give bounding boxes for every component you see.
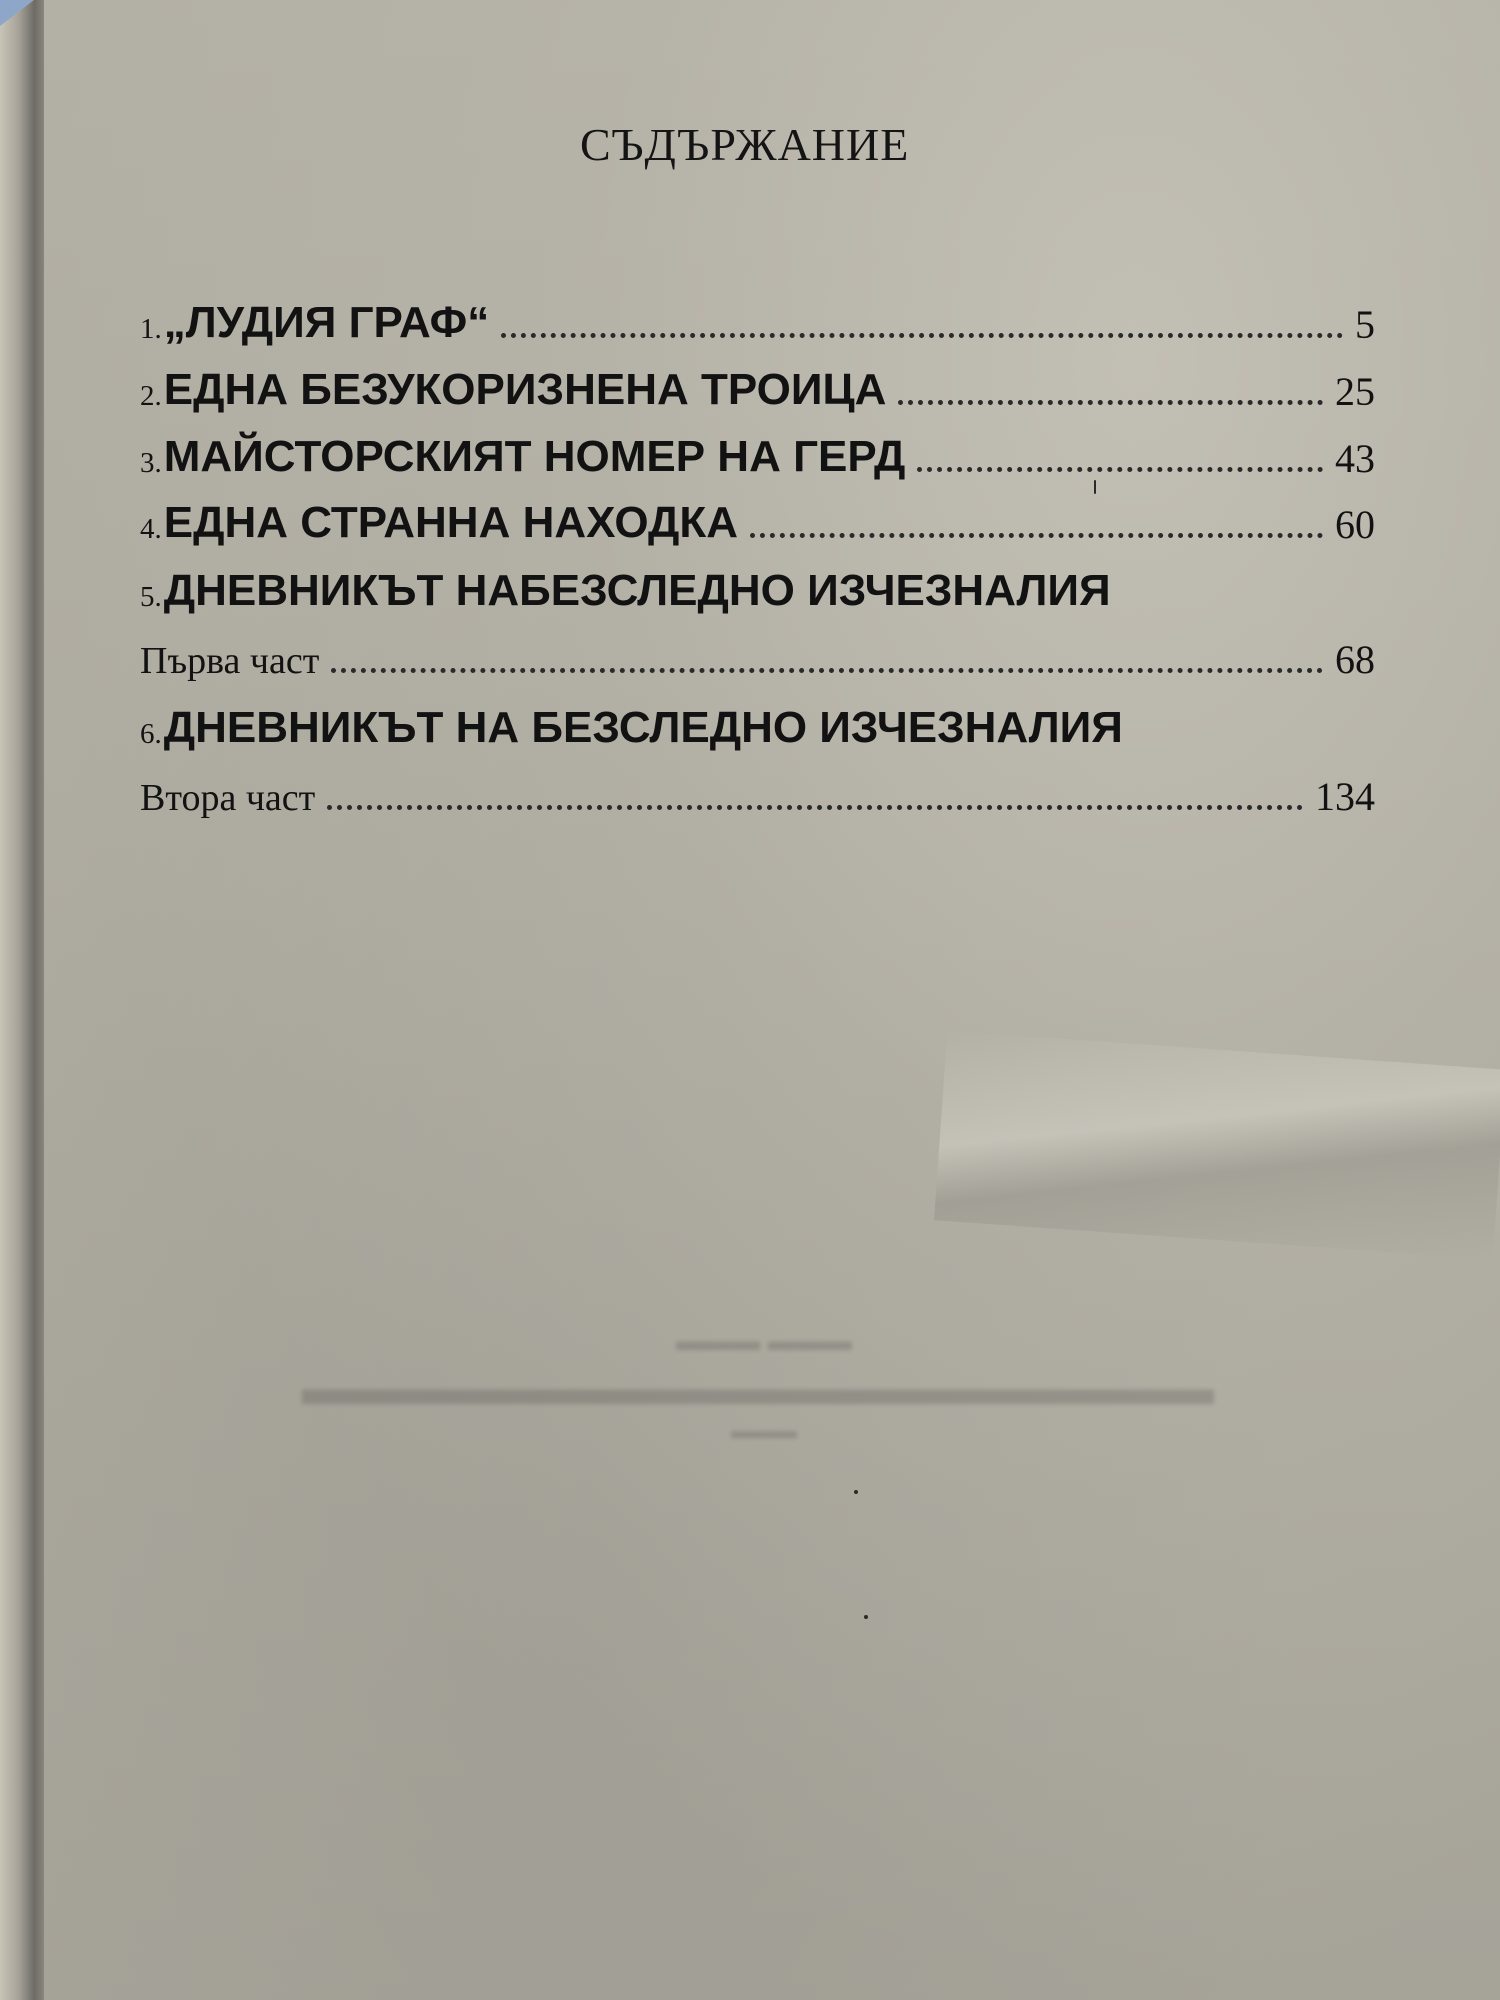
toc-entry-page: 43 [1335,436,1375,481]
toc-subentry-5 [140,620,1375,680]
book-page [44,0,1500,2000]
toc-entry-title: ЕДНА БЕЗУКОРИЗНЕНА ТРОИЦА [163,365,887,414]
paper-speck [864,1615,868,1619]
dot-leader [501,333,1343,338]
toc-entry-page: 60 [1335,502,1375,547]
toc-entry-5 [140,553,1375,613]
paper-speck [854,1490,858,1494]
toc-entry-title: ДНЕВНИКЪТ НАБЕЗСЛЕДНО ИЗЧЕЗНАЛИЯ [163,566,1111,615]
toc-entry-number: 2. [140,380,162,412]
show-through-text: ▬▬▬ ▬▬▬ ▬▬▬▬▬▬▬▬▬▬▬▬▬▬▬▬▬▬▬ ▬▬▬ [302,1325,1214,1443]
toc-entry-title: ДНЕВНИКЪТ НА БЕЗСЛЕДНО ИЗЧЕЗНАЛИЯ [163,703,1123,752]
toc-entry-4 [140,485,1375,545]
toc-entry-number: 4. [140,513,162,545]
toc-entry-2 [140,352,1375,412]
toc-entry-1 [140,285,1375,345]
toc-subentry-title: Втора част [140,777,316,819]
toc-heading: СЪДЪРЖАНИЕ [580,119,910,170]
toc-entry-3 [140,419,1375,479]
toc-entry-number: 3. [140,447,162,479]
toc-subentry-title: Първа част [140,640,320,682]
paper-speck [1094,480,1096,494]
dot-leader [327,805,1303,810]
blue-paper-corner [0,0,34,26]
toc-subentry-page: 68 [1335,637,1375,682]
dot-leader [331,668,1323,673]
book-page-edge [0,0,46,2000]
toc-entry-page: 5 [1355,302,1375,347]
toc-subentry-page: 134 [1315,774,1375,819]
dot-leader [750,533,1323,538]
page-crease [934,1031,1500,1260]
toc-entry-number: 1. [140,313,162,345]
dot-leader [898,400,1323,405]
dot-leader [917,467,1323,472]
toc-entry-number: 5. [140,581,162,613]
toc-entry-title: „ЛУДИЯ ГРАФ“ [163,298,490,347]
toc-entry-number: 6. [140,718,162,750]
toc-entry-page: 25 [1335,369,1375,414]
toc-subentry-6 [140,757,1375,817]
toc-entry-title: МАЙСТОРСКИЯТ НОМЕР НА ГЕРД [163,432,906,481]
toc-entry-title: ЕДНА СТРАННА НАХОДКА [163,498,738,547]
toc-entry-6 [140,690,1375,750]
